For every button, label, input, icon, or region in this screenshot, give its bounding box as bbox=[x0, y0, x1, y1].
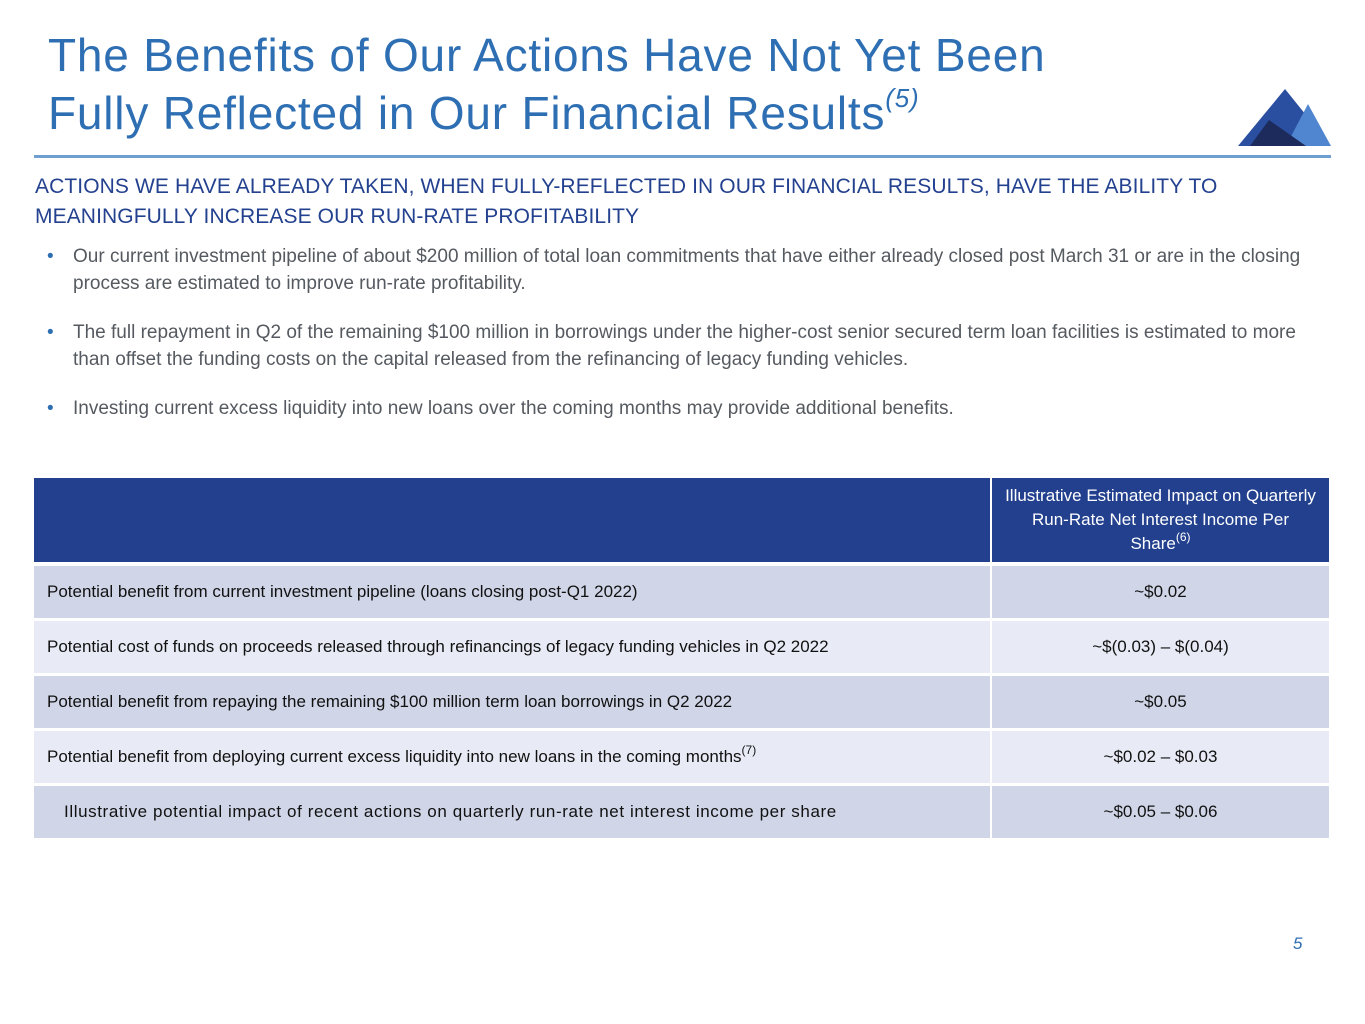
page-title-line-1: The Benefits of Our Actions Have Not Yet Been bbox=[48, 29, 1046, 81]
total-label: Illustrative potential impact of recent actions on quarterly run-rate net interest income per share bbox=[34, 785, 991, 840]
bullet-list bbox=[44, 243, 1314, 422]
section-subheading: ACTIONS WE HAVE ALREADY TAKEN, WHEN FULLY-REFLECTED IN OUR FINANCIAL RESULTS, HAVE THE ABILITY TO MEANINGFULLY INCREASE OUR RUN-RATE PROFITABILITY bbox=[35, 175, 1218, 228]
table-total-row bbox=[34, 785, 1330, 840]
row-label bbox=[34, 730, 991, 785]
row-label-text: Potential benefit from deploying current excess liquidity into new loans in the coming months bbox=[47, 747, 742, 766]
row-value: ~$0.02 – $0.03 bbox=[991, 730, 1330, 785]
table-header-value bbox=[991, 478, 1330, 564]
bullet-item bbox=[44, 319, 1314, 373]
row-value: ~$0.02 bbox=[991, 564, 1330, 620]
row-label bbox=[34, 620, 991, 675]
bullet-item bbox=[44, 395, 1314, 422]
bullet-dot-icon: • bbox=[47, 322, 54, 343]
row-value: ~$(0.03) – $(0.04) bbox=[991, 620, 1330, 675]
page-title bbox=[48, 26, 1045, 142]
row-label bbox=[34, 675, 991, 730]
table-header-footnote: (6) bbox=[1175, 530, 1191, 544]
bullet-item bbox=[44, 243, 1314, 297]
row-label-text: Potential cost of funds on proceeds released through refinancings of legacy funding vehicles in Q2 2022 bbox=[47, 637, 829, 656]
table-row bbox=[34, 620, 1330, 675]
title-footnote: (5) bbox=[885, 83, 920, 113]
title-divider bbox=[34, 155, 1331, 158]
page-title-line-2-text: Fully Reflected in Our Financial Results bbox=[48, 87, 886, 139]
table-row bbox=[34, 730, 1330, 785]
impact-table bbox=[34, 478, 1331, 841]
row-footnote: (7) bbox=[741, 743, 757, 757]
page-title-line-2 bbox=[48, 84, 1045, 142]
table-header-value-text: Illustrative Estimated Impact on Quarterly Run-Rate Net Interest Income Per Share bbox=[1005, 486, 1316, 553]
row-label-text: Potential benefit from repaying the remaining $100 million term loan borrowings in Q2 2022 bbox=[47, 692, 733, 711]
table-row bbox=[34, 564, 1330, 620]
page-number: 5 bbox=[1293, 934, 1303, 953]
row-value: ~$0.05 bbox=[991, 675, 1330, 730]
total-value: ~$0.05 – $0.06 bbox=[991, 785, 1330, 840]
bullet-dot-icon: • bbox=[47, 398, 54, 419]
bullet-text: Our current investment pipeline of about $200 million of total loan commitments that have either already closed post March 31 or are in the closing process are estimated to improve run-rate profitability. bbox=[73, 246, 1301, 294]
bullet-text: Investing current excess liquidity into new loans over the coming months may provide additional benefits. bbox=[73, 398, 954, 419]
table-row bbox=[34, 675, 1330, 730]
row-label-text: Potential benefit from current investment pipeline (loans closing post-Q1 2022) bbox=[47, 582, 638, 601]
mountain-logo-icon bbox=[1236, 88, 1332, 148]
bullet-text: The full repayment in Q2 of the remaining $100 million in borrowings under the higher-cost senior secured term loan facilities is estimated to more than offset the funding costs on the capital released from the refinancing of legacy funding vehicles. bbox=[73, 322, 1296, 370]
row-label bbox=[34, 564, 991, 620]
table-header-label bbox=[34, 478, 991, 564]
table-header-row bbox=[34, 478, 1330, 564]
bullet-dot-icon: • bbox=[47, 246, 54, 267]
